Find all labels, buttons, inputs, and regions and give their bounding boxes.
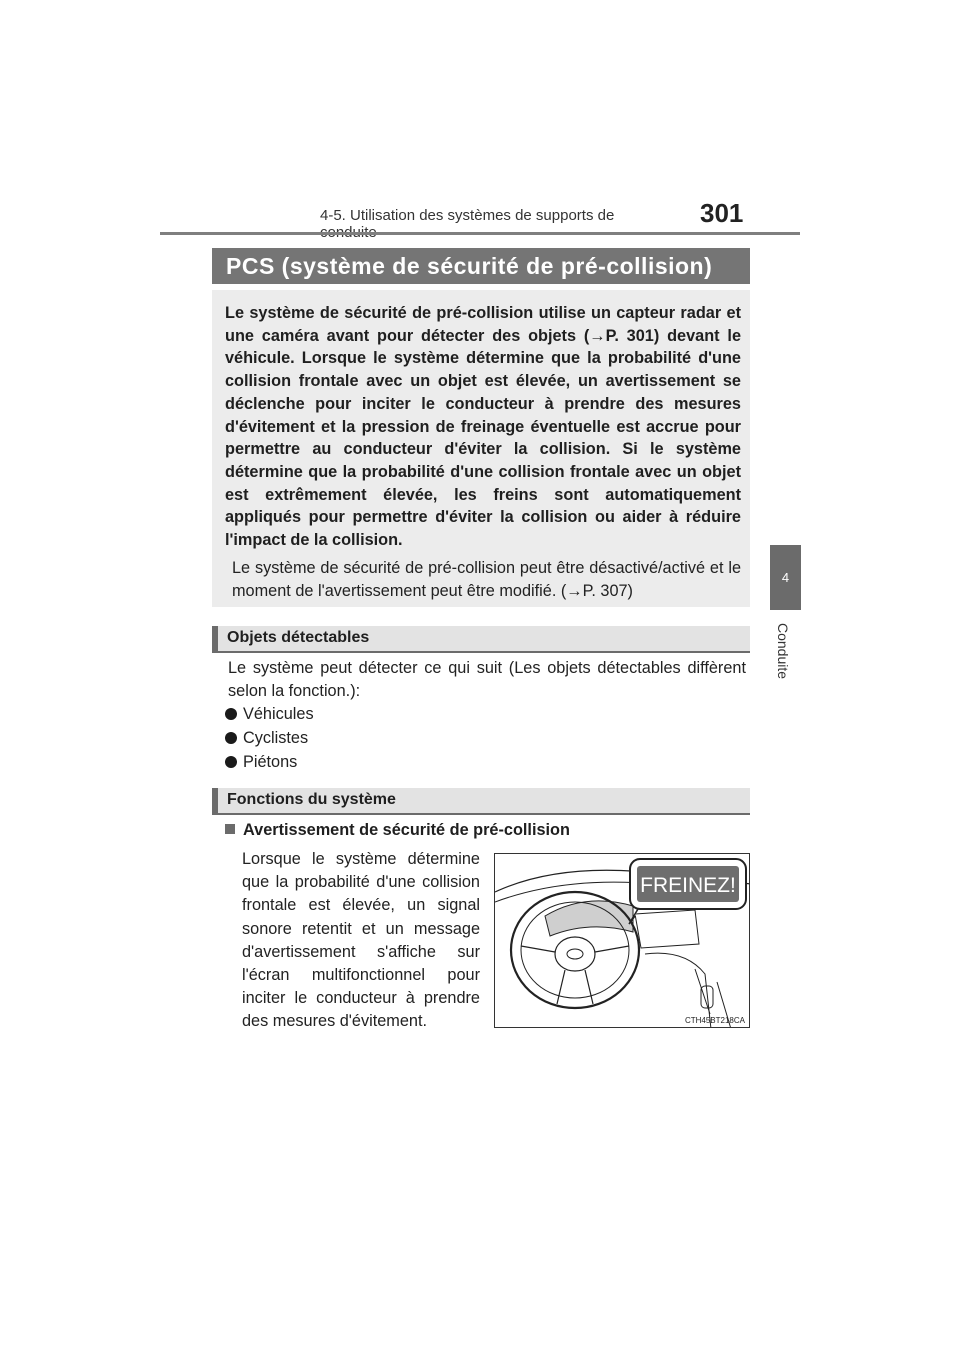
chapter-tab: [770, 545, 801, 610]
subheading: [225, 821, 570, 840]
bullet-icon: [225, 756, 237, 768]
page-title-bar: [212, 248, 750, 284]
list-item: [225, 729, 308, 748]
section-heading-fonctions: [212, 788, 750, 815]
list-item-label: Cyclistes: [243, 729, 309, 747]
header-divider: [160, 232, 800, 235]
section-heading-objets: [212, 626, 750, 653]
bullet-icon: [225, 708, 237, 720]
dashboard-illustration: [494, 853, 750, 1028]
page-title: PCS (système de sécurité de pré-collision): [226, 253, 713, 279]
list-item: [225, 705, 314, 724]
list-item: [225, 753, 297, 772]
subheading-text: Avertissement de sécurité de pré-collision: [243, 821, 570, 839]
objets-description: Le système peut détecter ce qui suit (Les objets détectables diffèrent selon la fonction.):: [228, 659, 746, 700]
illustration-code: CTH45BT218CA: [684, 1016, 745, 1025]
bullet-icon: [225, 732, 237, 744]
intro-note-text: Le système de sécurité de pré-collision peut être désactivé/activé et le moment de l'avertissement peut être modifié. (→P. 307): [232, 559, 741, 600]
section-heading-text: Fonctions du système: [227, 791, 396, 808]
chapter-number: 4: [781, 570, 790, 585]
list-item-label: Piétons: [243, 753, 298, 771]
chapter-label: Conduite: [775, 622, 791, 680]
section-heading-text: Objets détectables: [227, 629, 370, 646]
list-item-label: Véhicules: [243, 705, 314, 723]
illustration-message: FREINEZ!: [640, 874, 736, 897]
page-number: 301: [700, 198, 744, 228]
steering-wheel-icon: [495, 854, 750, 1028]
warning-description: Lorsque le système détermine que la probabilité d'une collision frontale est élevée, un signal sonore retentit et un message d'avertissement s'affiche sur l'écran multifonctionnel pour inciter le conducteur à prendre des mesures d'évitement.: [242, 850, 480, 1031]
header-section-title: 4-5. Utilisation des systèmes de supports de: [320, 207, 615, 224]
square-bullet-icon: [225, 824, 235, 834]
intro-bold-text: Le système de sécurité de pré-collision utilise un capteur radar et une caméra avant pour détecter des objets (→P. 301) devant le véhicule. Lorsque le système détermine que la probabilité d'une collision frontale avec un objet est élevée, un avertissement se déclenche pour inciter le conducteur à prendre des mesures d'évitement et la pression de freinage éventuelle est accrue pour permettre au conducteur d'éviter la collision. Si le système détermine que la probabilité d'une collision frontale avec un objet est extrêmement élevée, les freins sont automatiquement appliqués pour permettre d'éviter la collision ou aider à réduire l'impact de la collision.: [225, 304, 741, 550]
chapter-label-container: [763, 616, 803, 686]
